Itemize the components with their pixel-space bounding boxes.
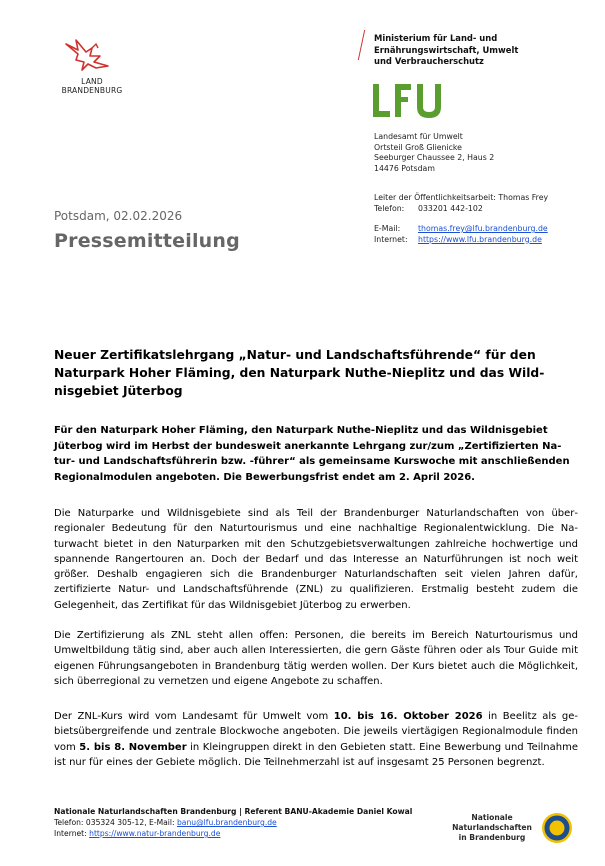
logo-text-brandenburg: BRANDENBURG [61, 85, 123, 95]
contact-email-link[interactable]: thomas.frey@lfu.brandenburg.de [418, 224, 548, 233]
footer-website-link[interactable]: https://www.natur-brandenburg.de [89, 829, 221, 838]
contact-website-link[interactable]: https://www.lfu.brandenburg.de [418, 234, 542, 244]
course-dates: 10. bis 16. Oktober 2026 [333, 711, 483, 722]
logo-text-land: LAND [81, 77, 103, 86]
lfu-logo [372, 81, 452, 121]
body-paragraph-2: Die Zertifizierung als ZNL steht allen offen: Personen, die bereits im Bereich Naturtourismus und Umweltbildung tätig sind, aber auch allen Interessierten, die gern Gäste führen oder als Tour Guide mit eigenen Führungsangeboten in Brandenburg tätig werden wollen. Der Kurs bietet auch die Möglichkeit, sich überregional zu vernetzen und eigene Angebote zu schaffen. [54, 630, 578, 687]
press-contact-leader: Leiter der Öffentlichkeitsarbeit: Thomas Frey [374, 193, 549, 202]
body-paragraph-1: Die Naturparke und Wildnisgebiete sind als Teil der Brandenburger Naturlandschaften von überregionaler Bedeutung für den Naturtourismus und eine nachhaltige Regionalentwicklung. Die Naturwacht bietet in den Naturparken mit den Schutzgebietsverwaltungen zahlreiche hochwertige und spannende Rangertouren an. Doch der Bedarf und das Interesse an Naturführungen ist noch weit größer. Deshalb engagieren sich die Brandenburger Naturlandschaften seit vielen Jahren dafür, zertifizierte Natur- und Landschaftsführende (ZNL) zu qualifizieren. Erstmalig besteht zudem die Gelegenheit, das Zertifikat für das Wildnisgebiet Jüterbog zu erwerben. [54, 508, 578, 611]
nnl-logo-icon [541, 812, 573, 844]
nnl-logo-text: Nationale Naturlandschaften in Brandenburg [452, 813, 532, 842]
contact-phone: 033201 442-102 [418, 203, 483, 213]
land-brandenburg-logo [52, 34, 132, 98]
footer-contact: Nationale Naturlandschaften Brandenburg | Referent BANU-Akademie Daniel Kowal Telefon: 035324 305-12, E-Mail: banu@lfu.brandenburg.de Internet: https://www.natur-brandenburg.de [54, 806, 474, 839]
ministry-name: Ministerium für Land- und Ernährungswirtschaft, Umwelt und Verbraucherschutz [374, 33, 519, 66]
accent-divider [358, 30, 365, 60]
lfu-address: Landesamt für Umwelt Ortsteil Groß Glienicke Seeburger Chaussee 2, Haus 2 14476 Potsdam [374, 132, 495, 173]
lead-paragraph: Für den Naturpark Hoher Fläming, den Naturpark Nuthe-Nieplitz und das Wildnisgebiet Jüterbog wird im Herbst der bundesweit anerkannte Lehrgang zur/zum „Zertifizierten Natur- und Landschaftsführerin bzw. -führer“ als gemeinsame Kurswoche mit anschließenden Regionalmodulen angeboten. Die Bewerbungsfrist endet am 2. April 2026. [54, 425, 570, 483]
release-date: Potsdam, 02.02.2026 [54, 209, 183, 223]
press-contact: Leiter der Öffentlichkeitsarbeit: Thomas Frey Telefon: 033201 442-102 E-Mail: thomas.frey@lfu.brandenburg.de Internet: https://www.lfu.brandenburg.de [374, 193, 599, 245]
svg-text:LfU: LfU [372, 81, 374, 82]
module-dates: 5. bis 8. November [79, 741, 187, 753]
document-type: Pressemitteilung [54, 230, 240, 252]
headline: Neuer Zertifikatslehrgang „Natur- und Landschaftsführende“ für den Naturpark Hoher Fläming, den Naturpark Nuthe-Nieplitz und das Wildnisgebiet Jüterbog [54, 348, 545, 398]
footer-email-link[interactable]: banu@lfu.brandenburg.de [176, 818, 277, 827]
red-eagle-icon [52, 34, 132, 78]
body-paragraph-3: Der ZNL-Kurs wird vom Landesamt für Umwelt vom 10. bis 16. Oktober 2026 in Beelitz als gebietsübergreifende und zentrale Blockwoche angeboten. Die jeweils viertägigen Regionalmodule finden vom 5. bis 8. November in Kleingruppen direkt in den Gebieten statt. Eine Bewerbung und Teilnahme ist nur für eines der Gebiete möglich. Die Teilnehmerzahl ist auf insgesamt 25 Personen begrenzt. [54, 711, 579, 768]
footer-title: Nationale Naturlandschaften Brandenburg | Referent BANU-Akademie Daniel Kowal [54, 807, 413, 816]
